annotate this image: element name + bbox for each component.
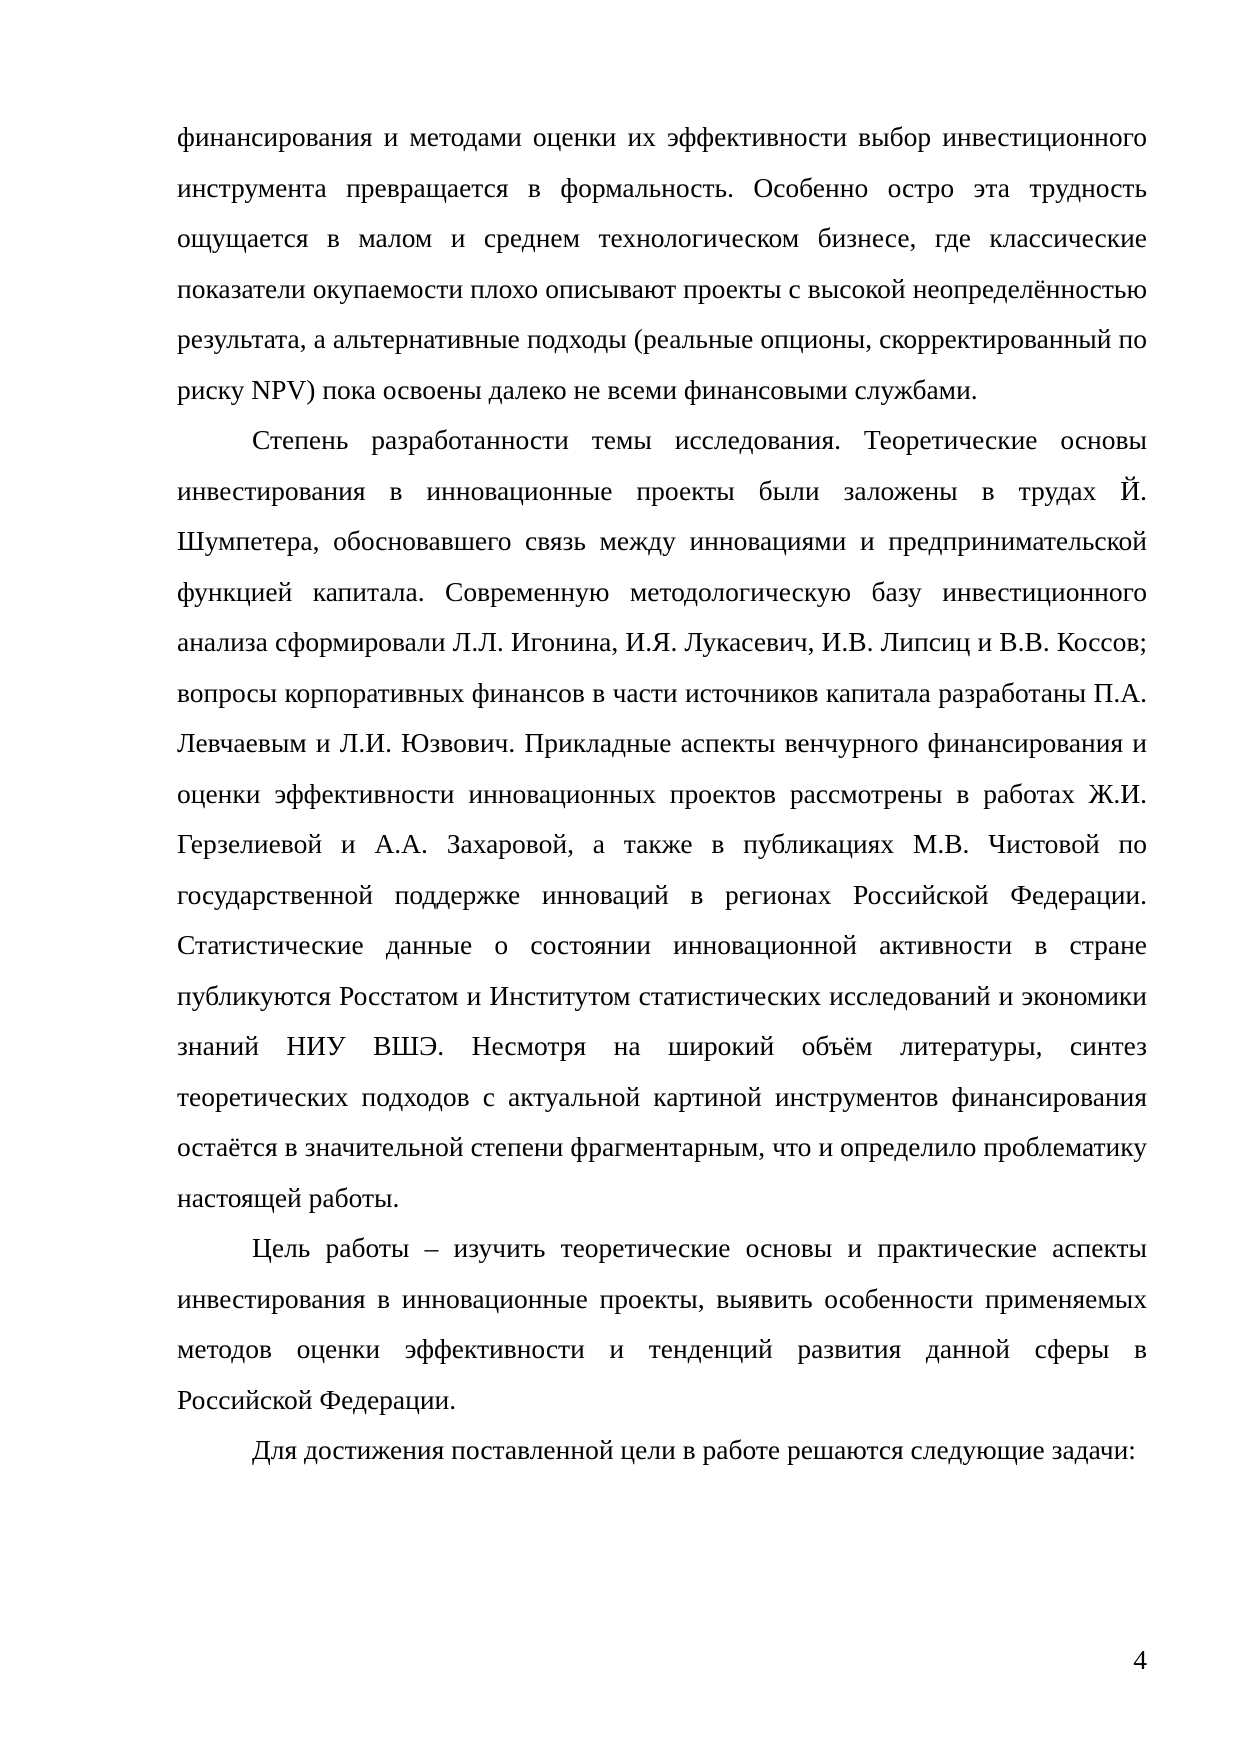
paragraph-research-goal: Цель работы – изучить теоретические основы и практические аспекты инвестирования в инновационные проекты, выявить особенности применяемых методов оценки эффективности и тенденций развития данной сферы в Российской Федерации.: [177, 1232, 1147, 1415]
page-number: 4: [1133, 1644, 1147, 1675]
paragraph-literature-review: Степень разработанности темы исследования. Теоретические основы инвестирования в инновационные проекты были заложены в трудах Й. Шумпетера, обосновавшего связь между инновациями и предпринимательской функцией капитала. Современную методологическую базу инвестиционного анализа сформировали Л.Л. Игонина, И.Я. Лукасевич, И.В. Липсиц и В.В. Коссов; вопросы корпоративных финансов в части источников капитала разработаны П.А. Левчаевым и Л.И. Юзвович. Прикладные аспекты венчурного финансирования и оценки эффективности инновационных проектов рассмотрены в работах Ж.И. Герзелиевой и А.А. Захаровой, а также в публикациях М.В. Чистовой по государственной поддержке инноваций в регионах Российской Федерации. Статистические данные о состоянии инновационной активности в стране публикуются Росстатом и Институтом статистических исследований и экономики знаний НИУ ВШЭ. Несмотря на широкий объём литературы, синтез теоретических подходов с актуальной картиной инструментов финансирования остаётся в значительной степени фрагментарным, что и определило проблематику настоящей работы.: [177, 424, 1147, 1213]
document-body: [177, 112, 1147, 1476]
paragraph-continuation: финансирования и методами оценки их эффективности выбор инвестиционного инструмента превращается в формальность. Особенно остро эта трудность ощущается в малом и среднем технологическом бизнесе, где классические показатели окупаемости плохо описывают проекты с высокой неопределённостью результата, а альтернативные подходы (реальные опционы, скорректированный по риску NPV) пока освоены далеко не всеми финансовыми службами.: [177, 121, 1147, 405]
paragraph-research-tasks: Для достижения поставленной цели в работе решаются следующие задачи:: [252, 1434, 1136, 1465]
